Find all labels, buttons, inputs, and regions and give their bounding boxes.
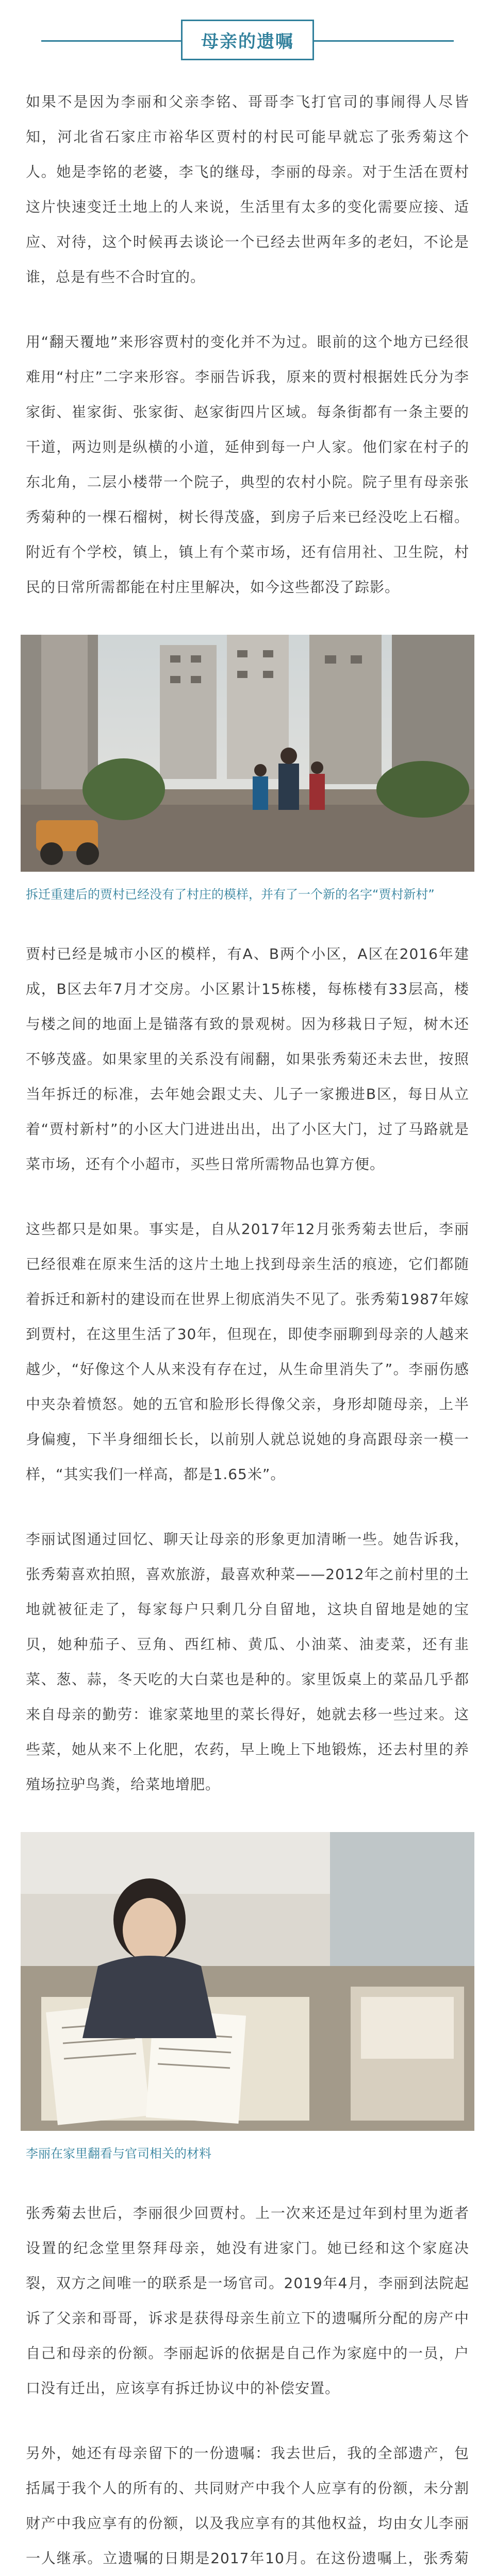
- photo-li-li-reading: [21, 1832, 474, 2131]
- photo-figure-documents: [21, 1832, 474, 2131]
- paragraph-village-change: 用“翻天覆地”来形容贾村的变化并不为过。眼前的这个地方已经很难用“村庄”二字来形容。李丽告诉我，原来的贾村根据姓氏分为李家街、崔家街、张家街、赵家街四片区域。每条街都有一条主要的干道，两边则是纵横的小道，延伸到每一户人家。他们家在村子的东北角，二层小楼带一个院子，典型的农村小院。院子里有母亲张秀菊种的一棵石榴树，树长得茂盛，到房子后来已经没吃上石榴。附近有个学校，镇上，镇上有个菜市场，还有信用社、卫生院，村民的日常所需都能在村庄里解决，如今这些都没了踪影。: [26, 333, 469, 596]
- paragraph-mother-memory: 这些都只是如果。事实是，自从2017年12月张秀菊去世后，李丽已经很难在原来生活的这片土地上找到母亲生活的痕迹，它们都随着拆迁和新村的建设而在世界上彻底消失不见了。张秀菊1987年嫁到贾村，在这里生活了30年，但现在，即使李丽聊到母亲的人越来越少，“好像这个人从来没有存在过，从生命里消失了”。李丽伤感中夹杂着愤怒。她的五官和脸形长得像父亲，身形却随母亲，上半身偏瘦，下半身细细长长，以前别人就总说她的身高跟母亲一模一样，“其实我们一样高，都是1.65米”。: [26, 1221, 469, 1483]
- photo-caption-village: 拆迁重建后的贾村已经没有了村庄的模样，并有了一个新的名字“贾村新村”: [26, 887, 435, 902]
- new-village-street-image: [21, 635, 474, 872]
- paragraph-intro: 如果不是因为李丽和父亲李铭、哥哥李飞打官司的事闹得人尽皆知，河北省石家庄市裕华区贾村的村民可能早就忘了张秀菊这个人。她是李铭的老婆，李飞的继母，李丽的母亲。对于生活在贾村这片快速变迁土地上的人来说，生活里有太多的变化需要应接、适应、对待，这个时候再去谈论一个已经去世两年多的老妇，不论是谁，总是有些不合时宜的。: [26, 93, 469, 285]
- paragraph-will: 另外，她还有母亲留下的一份遗嘱：我去世后，我的全部遗产，包括属于我个人的所有的、共同财产中我个人应享有的份额，未分割财产中我应享有的份额，以及我应享有的其他权益，均由女儿李丽一人继承。立遗嘱的日期是2017年10月。在这份遗嘱上，张秀菊: [26, 2445, 469, 2567]
- photo-figure-village: [21, 635, 474, 872]
- paragraph-lawsuit: 张秀菊去世后，李丽很少回贾村。上一次来还是过年到村里为逝者设置的纪念堂里祭拜母亲，她没有进家门。她已经和这个家庭决裂，双方之间唯一的联系是一场官司。2019年4月，李丽到法院起诉了父亲和哥哥，诉求是获得母亲生前立下的遗嘱所分配的房产中自己和母亲的份额。李丽起诉的依据是自己作为家庭中的一员，户口没有迁出，应该享有拆迁协议中的补偿安置。: [26, 2205, 469, 2397]
- photo-caption-documents: 李丽在家里翻看与官司相关的材料: [26, 2146, 211, 2161]
- section-heading: [26, 0, 469, 72]
- woman-reading-documents-image: [21, 1832, 474, 2131]
- section-heading-title: 母亲的遗嘱: [181, 20, 314, 60]
- paragraph-new-district: 贾村已经是城市小区的模样，有A、B两个小区，A区在2016年建成，B区去年7月才交房。小区累计15栋楼，每栋楼有33层高，楼与楼之间的地面上是锚落有致的景观树。因为移栽日子短，树木还不够茂盛。如果家里的关系没有闹翻，如果张秀菊还未去世，按照当年拆迁的标准，去年她会跟丈夫、儿子一家搬进B区，每日从立着“贾村新村”的小区大门进进出出，出了小区大门，过了马路就是菜市场，还有个小超市，买些日常所需物品也算方便。: [26, 945, 469, 1173]
- paragraph-mother-garden: 李丽试图通过回忆、聊天让母亲的形象更加清晰一些。她告诉我，张秀菊喜欢拍照，喜欢旅游，最喜欢种菜——2012年之前村里的土地就被征走了，每家每户只剩几分自留地，这块自留地是她的宝贝，她种茄子、豆角、西红柿、黄瓜、小油菜、油麦菜，还有韭菜、葱、蒜，冬天吃的大白菜也是种的。家里饭桌上的菜品几乎都来自母亲的勤劳：谁家菜地里的菜长得好，她就去移一些过来。这些菜，她从来不上化肥，农药，早上晚上下地锻炼，还去村里的养殖场拉驴鸟粪，给菜地增肥。: [26, 1531, 469, 1793]
- photo-new-village: [21, 635, 474, 872]
